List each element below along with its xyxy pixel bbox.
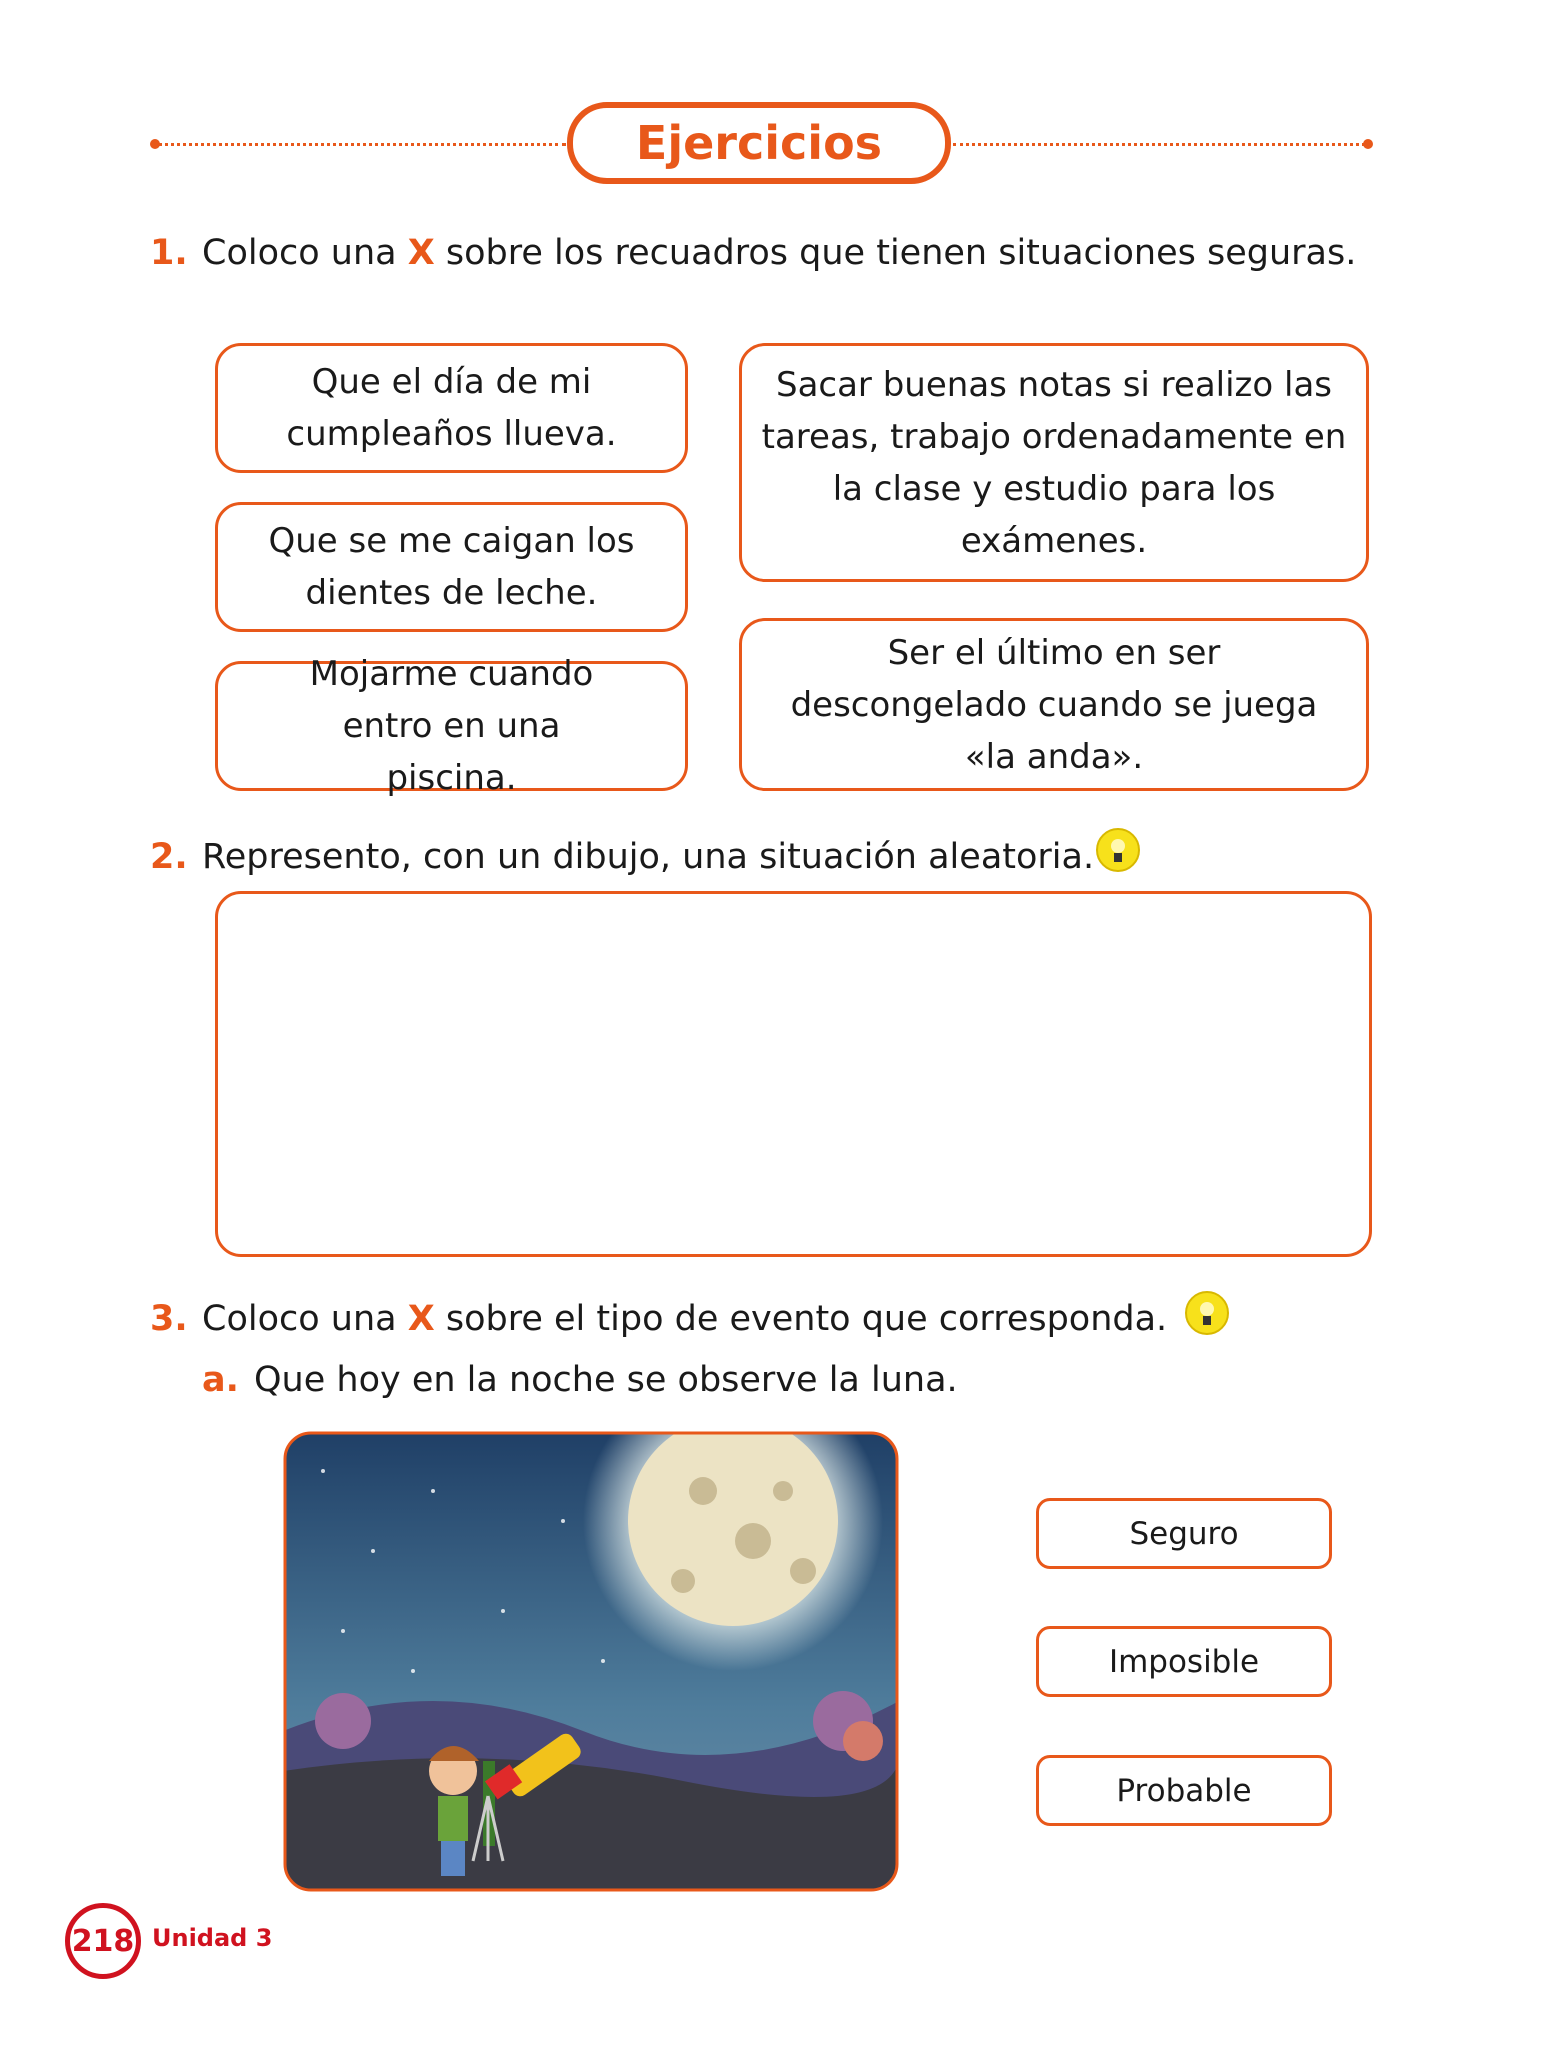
x-mark: X — [407, 233, 435, 273]
section-title: Ejercicios — [567, 102, 951, 184]
unit-label: Unidad 3 — [152, 1924, 273, 1952]
divider-left — [158, 143, 566, 146]
situation-text: Mojarme cuando entro en una piscina. — [309, 654, 594, 798]
divider-dot — [150, 139, 160, 149]
question-3 — [150, 1299, 1167, 1339]
situation-text: Sacar buenas notas si realizo las tareas, trabajo ordenadamente en la clase y estudio para los exámenes. — [761, 364, 1347, 561]
question-number: 2. — [150, 837, 188, 877]
option-label: Probable — [1116, 1772, 1252, 1809]
question-number: 3. — [150, 1299, 188, 1339]
situation-text: Ser el último en ser descongelado cuando se juega «la anda». — [790, 632, 1318, 777]
option-label: Imposible — [1108, 1643, 1260, 1680]
option-probable[interactable] — [1036, 1755, 1332, 1826]
question-text: Coloco una — [202, 1299, 397, 1339]
option-seguro[interactable] — [1036, 1498, 1332, 1569]
lightbulb-icon — [1184, 1290, 1230, 1336]
question-number: 1. — [150, 233, 188, 273]
situation-box[interactable] — [739, 343, 1369, 582]
situation-box[interactable] — [215, 343, 688, 473]
sub-text: Que hoy en la noche se observe la luna. — [254, 1360, 958, 1400]
situation-text: Que el día de mi cumpleaños llueva. — [286, 362, 617, 454]
question-1 — [150, 233, 1356, 273]
question-text: sobre el tipo de evento que corresponda. — [445, 1299, 1168, 1339]
x-mark: X — [407, 1299, 435, 1339]
situation-box[interactable] — [739, 618, 1369, 791]
page-number: 218 — [65, 1903, 141, 1979]
situation-box[interactable] — [215, 654, 688, 798]
divider-right — [953, 143, 1365, 146]
question-2 — [150, 837, 1094, 877]
moon-telescope-illustration — [283, 1431, 899, 1892]
divider-dot — [1363, 139, 1373, 149]
question-text: Coloco una — [202, 233, 397, 273]
question-text: Represento, con un dibujo, una situación aleatoria. — [202, 837, 1095, 877]
sub-question-a — [202, 1360, 958, 1400]
lightbulb-icon — [1095, 827, 1141, 873]
drawing-area[interactable] — [215, 891, 1372, 1257]
sub-letter: a. — [202, 1360, 239, 1400]
question-text: sobre los recuadros que tienen situaciones seguras. — [445, 233, 1357, 273]
situation-box[interactable] — [215, 502, 688, 632]
option-imposible[interactable] — [1036, 1626, 1332, 1697]
situation-text: Que se me caigan los dientes de leche. — [268, 521, 635, 613]
option-label: Seguro — [1129, 1515, 1239, 1552]
